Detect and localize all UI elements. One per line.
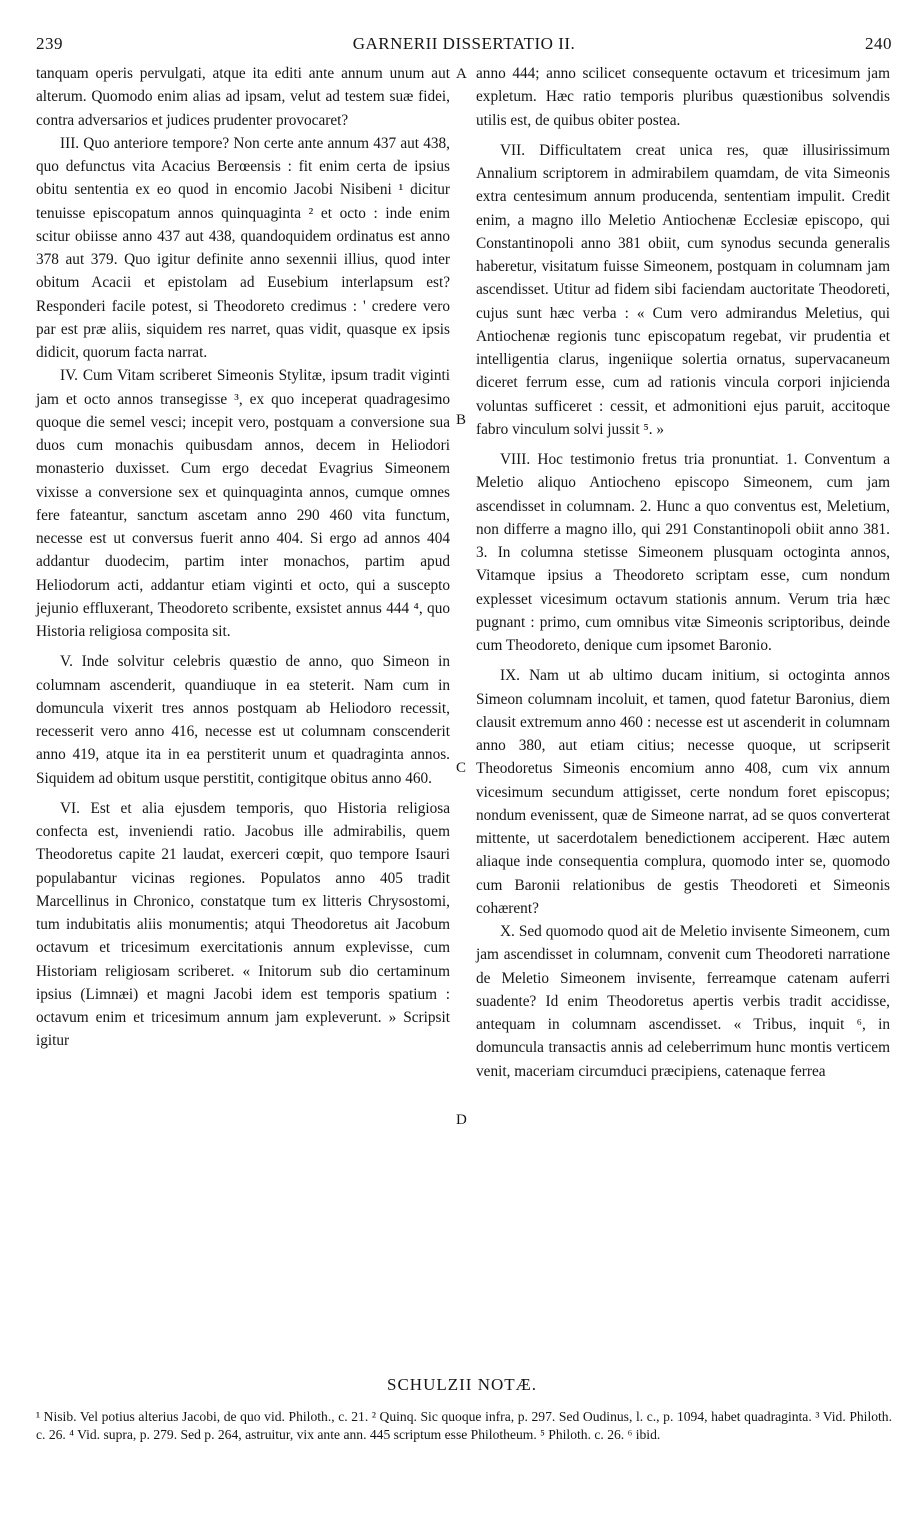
page-number-left: 239: [36, 34, 63, 53]
paragraph-X: X. Sed quomodo quod ait de Meletio invisente Simeonem, cum jam ascendisset in columnam, convenit cum Theodoreti narratione de Meletio Simeonem invisente, ferreamque catenam auferri suadente? Id enim Theodoretus apertis verbis tradit accidisse, antequam in columnam ascendisset. « Tribus, inquit ⁶, in domuncula transactis annis ad celeberrimum hunc montis verticem venit, maceriam circumduci præcipiens, catenaque ferrea: [476, 923, 890, 1080]
left-column: [36, 62, 450, 1053]
paragraph: anno 444; anno scilicet consequente octavum et tricesimum jam expletum. Hæc ratio temporis pluribus quæstionibus solvendis utilis est, de quibus obiter postea.: [476, 65, 890, 129]
paragraph-IV: IV. Cum Vitam scriberet Simeonis Stylitæ, ipsum tradit viginti jam et octo annos transegisse ³, ex quo inceperat quadragesimo quoque die semel vesci; incepit vero, postquam a conversione sua duos cum monachis quibusdam annos, decem in Heliodori monasterio duxisset. Cum ergo decedat Evagrius Simeonem vixisse a conversione sex et quinquaginta annos, cumque omnes fere fateantur, sanctum ascetam anno 290 460 vita functum, necesse est ut conversus fuerit anno 404. Si ergo ad annos 404 addantur duodecim, partim inter monachos, partim apud Heliodorum acti, addantur etiam viginti et octo, qui a suscepto jejunio effluxerant, Theodoreto scribente, exsistet annus 444 ⁴, quo Historia religiosa composita sit.: [36, 367, 450, 640]
footnotes: ¹ Nisib. Vel potius alterius Jacobi, de quo vid. Philoth., c. 21. ² Quinq. Sic quoque infra, p. 297. Sed Oudinus, l. c., p. 1094, habet quadraginta. ³ Vid. Philoth. c. 26. ⁴ Vid. supra, p. 279. Sed p. 264, astruitur, vix ante ann. 445 scriptum esse Philotheum. ⁵ Philoth. c. 26. ⁶ ibid.: [36, 1409, 892, 1442]
paragraph-VIII: VIII. Hoc testimonio fretus tria pronuntiat. 1. Conventum a Meletio aliquo Antiocheno episcopo Simeonem, cum jam ascendisset in columnam. 2. Hunc a quo conventus est, Meletium, non differre a magno illo, qui 291 Constantinopoli obiit anno 381. 3. In columna stetisse Simeonem plusquam octoginta annos, Vitamque ipsius a Theodoreto scriptam esse, cum nondum explesset vicesimum octavum stationis annum. Verum tria hæc pugnant : primo, cum omnibus vitæ Simeonis scriptoribus, deinde cum Theodoreto, denique cum ipsomet Baronio.: [476, 451, 890, 654]
margin-marker-d: D: [456, 1112, 467, 1128]
paragraph-IX: IX. Nam ut ab ultimo ducam initium, si octoginta annos Simeon columnam incoluit, et tamen, quod fatetur Baronius, diem clausit extremum anno 460 : necesse est ut ascenderit in columnam anno 380, aut etiam citius; necesse quoque, ut scripserit Theodoretus Simeonis encomium anno 408, cum vix annum vicesimum secundum attigisset, certe nondum foret episcopus; nondum evenissent, quæ de Simeone narrat, ad se quos converterat mittente, ut sacerdotalem benedictionem acciperent. Hæc autem aliaque inde consequentia complura, quomodo inter se, quomodo cum Baronii relationibus de gestis Theodoreti et Simeonis cohærent?: [476, 667, 890, 917]
paragraph-VII: VII. Difficultatem creat unica res, quæ illusirissimum Annalium scriptorem in admirabilem quamdam, de vita Simeonis extra centesimum annum producenda, sententiam impulit. Credit enim, a magno illo Meletio Antiochenæ Ecclesiæ episcopo, qui Constantinopoli anno 381 obiit, cum synodus secunda generalis haberetur, visitatum fuisse Simeonem, postquam in columnam jam ascendisset. Utitur ad fidem sibi faciendam auctoritate Theodoreti, cujus sunt hæc verba : « Cum vero admirandus Meletius, qui Antiochenæ regionis tunc episcopatum regebat, vir prudentia et intelligentia clarus, ingeniique solertia ornatus, supervacaneum diceret ferrum esse, cum ad rationis vincula corpori injicienda voluntas sufficeret : cessit, et admonitioni ejus paruit, accitoque fabro vinculum solvi jussit ⁵. »: [476, 141, 890, 438]
margin-marker-a: A: [456, 66, 467, 82]
notes-title: SCHULZII NOTÆ.: [387, 1375, 537, 1394]
right-column: [476, 62, 890, 1083]
paragraph-VI: VI. Est et alia ejusdem temporis, quo Historia religiosa confecta est, inveniendi ratio. Jacobus ille admirabilis, quem Theodoretus capite 21 laudat, exerceri cœpit, quo tempore Isauri populabantur vicinas regiones. Populatos anno 405 tradit Marcellinus in Chronico, constatque tum ex litteris Chrysostomi, tum indubitatis aliis monumentis; atqui Theodoretus ait Jacobum octavum et tricesimum exercitationis annum explevisse, cum Historiam religiosam scriberet. « Initorum sub dio certaminum ipsius (Limnæi) et magni Jacobi idem est temporis spatium : octavum enim et tricesimum annum jam expleverunt. » Scripsit igitur: [36, 799, 450, 1050]
margin-marker-c: C: [456, 760, 467, 776]
running-title: GARNERII DISSERTATIO II.: [352, 34, 576, 53]
paragraph-V: V. Inde solvitur celebris quæstio de anno, quo Simeon in columnam ascenderit, quandiuque in ea steterit. Nam cum in domuncula vixerit tres annos postquam ab Heliodoro recessit, recesserit vero anno 416, necesse est ut columnam conscenderit anno 419, atque ita in ea perstiterit unum et quadraginta annos. Siquidem ad obitum usque perstitit, contigitque obitus anno 460.: [36, 653, 450, 787]
running-header: [36, 34, 892, 58]
margin-marker-b: B: [456, 412, 467, 428]
paragraph-III: III. Quo anteriore tempore? Non certe ante annum 437 aut 438, quo defunctus vita Acacius Berœensis : fit enim certa de ipsius obitu sententia ex eo quod in encomio Jacobi Nisibeni ¹ dicitur tenuisse episcopatum annos quinquaginta ² et octo : inde enim scitur obiisse anno 437 aut 438, quandoquidem ordinatus est anno 378 aut 379. Quo igitur definite anno sexennii illius, quod inter obitum Acacii et epistolam ad Eusebium interlapsum est? Responderi facile potest, si Theodoreto credimus : ' credere vero par est præ aliis, siquidem res narret, quas vidit, quasque ex ipsis didicit, quorum facta narrat.: [36, 134, 450, 361]
paragraph: tanquam operis pervulgati, atque ita editi ante annum unum aut alterum. Quomodo enim alias ad ipsam, velut ad testem suæ fidei, contra adversarios et judices prudenter provocaret?: [36, 65, 450, 129]
page-number-right: 240: [865, 34, 892, 53]
